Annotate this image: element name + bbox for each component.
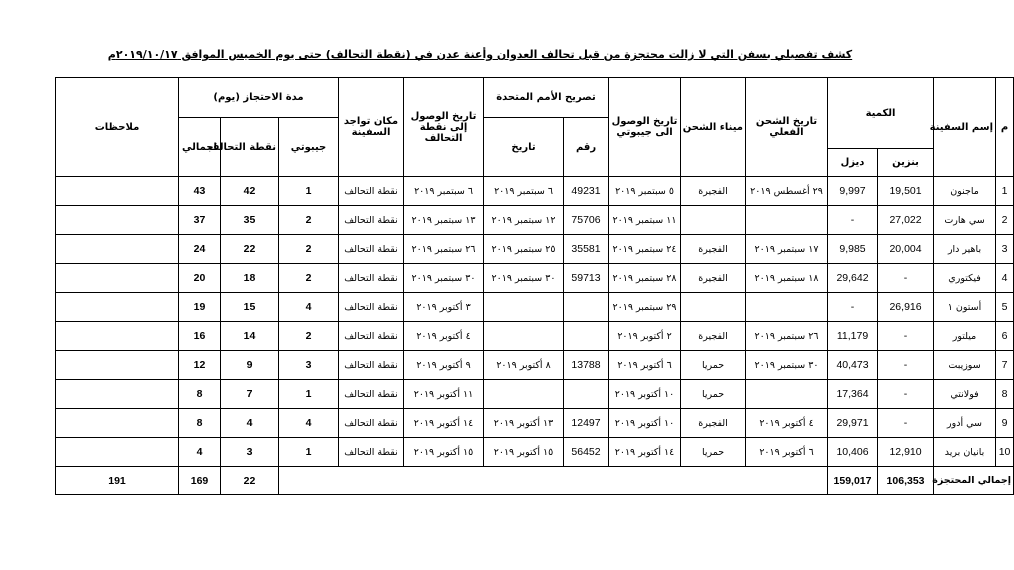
- diesel-qty: 11,179: [828, 322, 878, 351]
- totals-coalition: 169: [179, 467, 221, 495]
- detention-total: 24: [179, 235, 221, 264]
- remarks: [56, 235, 179, 264]
- ship-location: نقطة التحالف: [339, 322, 404, 351]
- row-number: 3: [996, 235, 1014, 264]
- permit-date: ٦ سبتمبر ٢٠١٩: [484, 177, 564, 206]
- table-row: [56, 293, 1014, 322]
- row-number: 1: [996, 177, 1014, 206]
- table-row: [56, 322, 1014, 351]
- detention-coalition: 15: [221, 293, 279, 322]
- arrival-coalition: ١١ أكتوبر ٢٠١٩: [404, 380, 484, 409]
- loading-date: ٢٦ سبتمبر ٢٠١٩: [746, 322, 828, 351]
- loading-port: [681, 206, 746, 235]
- table-row: [56, 264, 1014, 293]
- table-row: [56, 235, 1014, 264]
- loading-date: ٤ أكتوبر ٢٠١٩: [746, 409, 828, 438]
- loading-date: ٦ أكتوبر ٢٠١٩: [746, 438, 828, 467]
- petrol-qty: -: [878, 264, 934, 293]
- ship-location: نقطة التحالف: [339, 264, 404, 293]
- row-number: 5: [996, 293, 1014, 322]
- header-detention-total: اجمالي: [179, 118, 221, 177]
- detention-total: 4: [179, 438, 221, 467]
- arrival-djibouti: ٢٨ سبتمبر ٢٠١٩: [609, 264, 681, 293]
- loading-port: حمريا: [681, 351, 746, 380]
- header-permit-number: رقم: [564, 118, 609, 177]
- permit-number: 75706: [564, 206, 609, 235]
- detention-total: 8: [179, 409, 221, 438]
- ship-name: ميلتور: [934, 322, 996, 351]
- permit-date: [484, 322, 564, 351]
- loading-date: [746, 293, 828, 322]
- arrival-djibouti: ١٠ أكتوبر ٢٠١٩: [609, 380, 681, 409]
- header-petrol: بنزين: [878, 149, 934, 177]
- totals-total: 191: [56, 467, 179, 495]
- ship-location: نقطة التحالف: [339, 293, 404, 322]
- table-row: [56, 409, 1014, 438]
- row-number: 9: [996, 409, 1014, 438]
- diesel-qty: 40,473: [828, 351, 878, 380]
- ship-name: باهير دار: [934, 235, 996, 264]
- permit-number: 56452: [564, 438, 609, 467]
- detention-coalition: 22: [221, 235, 279, 264]
- ship-location: نقطة التحالف: [339, 206, 404, 235]
- header-permit-date: تاريخ: [484, 118, 564, 177]
- remarks: [56, 351, 179, 380]
- loading-date: ٣٠ سبتمبر ٢٠١٩: [746, 351, 828, 380]
- detention-djibouti: 4: [279, 409, 339, 438]
- loading-date: [746, 206, 828, 235]
- title-text: كشف تفصيلي بسفن التي لا زالت محتجزة من قبل تحالف العدوان وأعنة عدن في (نقطة التحالف) حتى يوم الخميس الموافق ٢٠١٩/١٠/١٧م: [107, 48, 853, 61]
- remarks: [56, 293, 179, 322]
- diesel-qty: 9,985: [828, 235, 878, 264]
- row-number: 6: [996, 322, 1014, 351]
- loading-date: ١٧ سبتمبر ٢٠١٩: [746, 235, 828, 264]
- row-number: 7: [996, 351, 1014, 380]
- permit-date: ١٥ أكتوبر ٢٠١٩: [484, 438, 564, 467]
- permit-number: [564, 293, 609, 322]
- diesel-qty: -: [828, 293, 878, 322]
- detention-coalition: 9: [221, 351, 279, 380]
- row-number: 2: [996, 206, 1014, 235]
- diesel-qty: 10,406: [828, 438, 878, 467]
- loading-port: الفجيرة: [681, 177, 746, 206]
- permit-number: [564, 380, 609, 409]
- detention-coalition: 3: [221, 438, 279, 467]
- ship-location: نقطة التحالف: [339, 235, 404, 264]
- header-ship-name: إسم السفينة: [934, 78, 996, 177]
- detention-djibouti: 1: [279, 177, 339, 206]
- permit-date: ١٢ سبتمبر ٢٠١٩: [484, 206, 564, 235]
- petrol-qty: 20,004: [878, 235, 934, 264]
- detention-djibouti: 2: [279, 235, 339, 264]
- table-row: [56, 438, 1014, 467]
- arrival-coalition: ٣٠ سبتمبر ٢٠١٩: [404, 264, 484, 293]
- permit-number: 13788: [564, 351, 609, 380]
- header-remarks: ملاحظات: [56, 78, 179, 177]
- permit-date: [484, 380, 564, 409]
- diesel-qty: -: [828, 206, 878, 235]
- petrol-qty: 26,916: [878, 293, 934, 322]
- ship-name: أستون ١: [934, 293, 996, 322]
- header-quantity: الكمية: [828, 78, 934, 149]
- ship-location: نقطة التحالف: [339, 177, 404, 206]
- remarks: [56, 264, 179, 293]
- header-loading-date: تاريخ الشحن الفعلي: [746, 78, 828, 177]
- ship-name: سوزيبت: [934, 351, 996, 380]
- row-number: 10: [996, 438, 1014, 467]
- arrival-djibouti: ٢٤ سبتمبر ٢٠١٩: [609, 235, 681, 264]
- detention-djibouti: 3: [279, 351, 339, 380]
- permit-date: ٣٠ سبتمبر ٢٠١٩: [484, 264, 564, 293]
- totals-label: إجمالي المحتجزة: [934, 467, 1014, 495]
- detention-coalition: 18: [221, 264, 279, 293]
- loading-date: ٢٩ أغسطس ٢٠١٩: [746, 177, 828, 206]
- diesel-qty: 29,971: [828, 409, 878, 438]
- row-number: 8: [996, 380, 1014, 409]
- diesel-qty: 9,997: [828, 177, 878, 206]
- ship-name: سي أدور: [934, 409, 996, 438]
- header-arrival-coalition: تاريخ الوصول إلى نقطة التحالف: [404, 78, 484, 177]
- ship-name: ماجنون: [934, 177, 996, 206]
- remarks: [56, 206, 179, 235]
- ship-name: بانيان بريد: [934, 438, 996, 467]
- totals-petrol: 106,353: [878, 467, 934, 495]
- detention-total: 8: [179, 380, 221, 409]
- loading-port: حمريا: [681, 380, 746, 409]
- remarks: [56, 322, 179, 351]
- totals-blank: [279, 467, 828, 495]
- detained-ships-table: [55, 77, 1014, 495]
- arrival-djibouti: ١٤ أكتوبر ٢٠١٩: [609, 438, 681, 467]
- petrol-qty: 27,022: [878, 206, 934, 235]
- diesel-qty: 17,364: [828, 380, 878, 409]
- permit-number: 12497: [564, 409, 609, 438]
- remarks: [56, 380, 179, 409]
- permit-number: 35581: [564, 235, 609, 264]
- detention-djibouti: 1: [279, 380, 339, 409]
- totals-djibouti: 22: [221, 467, 279, 495]
- detention-total: 20: [179, 264, 221, 293]
- detention-total: 37: [179, 206, 221, 235]
- arrival-djibouti: ٢٩ سبتمبر ٢٠١٩: [609, 293, 681, 322]
- loading-port: حمريا: [681, 438, 746, 467]
- header-diesel: ديزل: [828, 149, 878, 177]
- detention-djibouti: 2: [279, 264, 339, 293]
- ship-location: نقطة التحالف: [339, 438, 404, 467]
- table-row: [56, 206, 1014, 235]
- arrival-coalition: ٤ أكتوبر ٢٠١٩: [404, 322, 484, 351]
- ship-location: نقطة التحالف: [339, 351, 404, 380]
- header-ship-location: مكان تواجد السفينة: [339, 78, 404, 177]
- header-detention-period: مدة الاحتجاز (يوم): [179, 78, 339, 118]
- loading-port: الفجيرة: [681, 322, 746, 351]
- arrival-coalition: ١٥ أكتوبر ٢٠١٩: [404, 438, 484, 467]
- permit-number: 49231: [564, 177, 609, 206]
- table-row: [56, 380, 1014, 409]
- arrival-djibouti: ١١ سبتمبر ٢٠١٩: [609, 206, 681, 235]
- ship-name: سي هارت: [934, 206, 996, 235]
- petrol-qty: -: [878, 351, 934, 380]
- arrival-coalition: ٩ أكتوبر ٢٠١٩: [404, 351, 484, 380]
- loading-port: [681, 293, 746, 322]
- header-loading-port: ميناء الشحن: [681, 78, 746, 177]
- arrival-djibouti: ١٠ أكتوبر ٢٠١٩: [609, 409, 681, 438]
- ship-location: نقطة التحالف: [339, 409, 404, 438]
- detention-coalition: 4: [221, 409, 279, 438]
- loading-date: ١٨ سبتمبر ٢٠١٩: [746, 264, 828, 293]
- permit-date: ٨ أكتوبر ٢٠١٩: [484, 351, 564, 380]
- detention-coalition: 7: [221, 380, 279, 409]
- header-detention-coalition: نقطة التحالف: [221, 118, 279, 177]
- totals-row: [56, 467, 1014, 495]
- loading-port: الفجيرة: [681, 264, 746, 293]
- permit-number: [564, 322, 609, 351]
- detention-total: 16: [179, 322, 221, 351]
- diesel-qty: 29,642: [828, 264, 878, 293]
- arrival-coalition: ٣ أكتوبر ٢٠١٩: [404, 293, 484, 322]
- table-row: [56, 351, 1014, 380]
- remarks: [56, 438, 179, 467]
- detention-total: 43: [179, 177, 221, 206]
- petrol-qty: -: [878, 409, 934, 438]
- document-title: [0, 48, 960, 61]
- loading-port: الفجيرة: [681, 409, 746, 438]
- table-body: [56, 177, 1014, 467]
- detention-total: 19: [179, 293, 221, 322]
- ship-name: فولانتي: [934, 380, 996, 409]
- ship-name: فيكتوري: [934, 264, 996, 293]
- petrol-qty: -: [878, 380, 934, 409]
- arrival-coalition: ١٣ سبتمبر ٢٠١٩: [404, 206, 484, 235]
- loading-date: [746, 380, 828, 409]
- ship-location: نقطة التحالف: [339, 380, 404, 409]
- petrol-qty: 19,501: [878, 177, 934, 206]
- detention-djibouti: 1: [279, 438, 339, 467]
- permit-date: [484, 293, 564, 322]
- permit-date: ٢٥ سبتمبر ٢٠١٩: [484, 235, 564, 264]
- header-no: م: [996, 78, 1014, 177]
- detention-total: 12: [179, 351, 221, 380]
- arrival-coalition: ٢٦ سبتمبر ٢٠١٩: [404, 235, 484, 264]
- permit-date: ١٣ أكتوبر ٢٠١٩: [484, 409, 564, 438]
- loading-port: الفجيرة: [681, 235, 746, 264]
- header-detention-djibouti: جيبوتي: [279, 118, 339, 177]
- arrival-coalition: ٦ سبتمبر ٢٠١٩: [404, 177, 484, 206]
- arrival-djibouti: ٢ أكتوبر ٢٠١٩: [609, 322, 681, 351]
- table-row: [56, 177, 1014, 206]
- petrol-qty: -: [878, 322, 934, 351]
- header-un-permit: تصريح الأمم المتحدة: [484, 78, 609, 118]
- permit-number: 59713: [564, 264, 609, 293]
- detention-coalition: 35: [221, 206, 279, 235]
- detention-coalition: 14: [221, 322, 279, 351]
- row-number: 4: [996, 264, 1014, 293]
- detention-djibouti: 4: [279, 293, 339, 322]
- remarks: [56, 409, 179, 438]
- detention-djibouti: 2: [279, 206, 339, 235]
- arrival-coalition: ١٤ أكتوبر ٢٠١٩: [404, 409, 484, 438]
- remarks: [56, 177, 179, 206]
- detention-djibouti: 2: [279, 322, 339, 351]
- arrival-djibouti: ٥ سبتمبر ٢٠١٩: [609, 177, 681, 206]
- petrol-qty: 12,910: [878, 438, 934, 467]
- totals-diesel: 159,017: [828, 467, 878, 495]
- header-arrival-djibouti: تاريخ الوصول الى جيبوتي: [609, 78, 681, 177]
- detention-coalition: 42: [221, 177, 279, 206]
- arrival-djibouti: ٦ أكتوبر ٢٠١٩: [609, 351, 681, 380]
